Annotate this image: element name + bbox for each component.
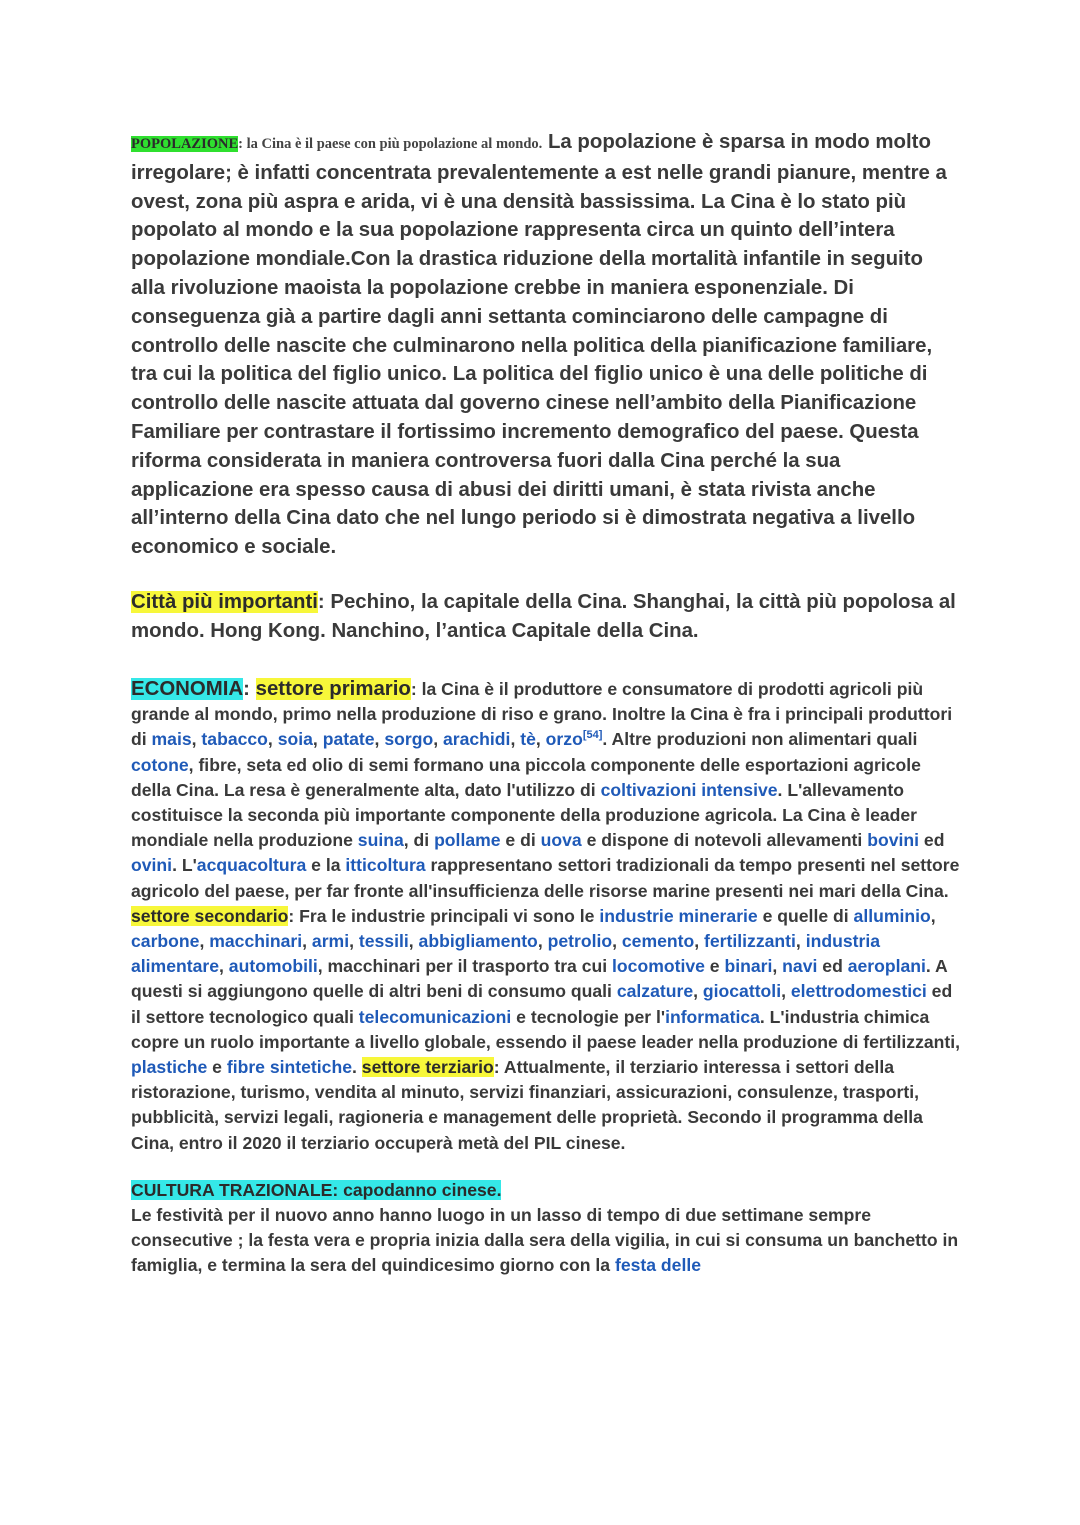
citta-heading: Città più importanti xyxy=(131,590,318,613)
text-run: . A questi si aggiungono quelle di altri beni di consumo quali xyxy=(131,956,948,1002)
inline-link[interactable]: sorgo xyxy=(384,729,434,750)
text-run: . xyxy=(352,1057,362,1077)
inline-link[interactable]: macchinari xyxy=(209,930,303,951)
text-run: , macchinari per il trasporto tra cui xyxy=(317,956,613,977)
text-run: , xyxy=(930,905,936,926)
citation-link[interactable]: [54] xyxy=(582,729,603,742)
text-run: . L' xyxy=(172,855,197,876)
text-run: e xyxy=(704,956,725,977)
inline-link[interactable]: patate xyxy=(322,729,375,750)
text-run: , xyxy=(772,956,783,977)
inline-link[interactable]: cemento xyxy=(621,930,695,951)
inline-link[interactable]: coltivazioni intensive xyxy=(600,779,778,800)
inline-link[interactable]: navi xyxy=(782,956,818,977)
text-run: , xyxy=(302,930,312,951)
inline-link[interactable]: cotone xyxy=(131,754,189,775)
text-run: , xyxy=(219,956,229,977)
text-run: , xyxy=(433,729,443,750)
settore-secondario-label: settore secondario xyxy=(131,905,289,926)
inline-link[interactable]: festa delle xyxy=(614,1255,702,1276)
citta-text: : Pechino, la capitale della Cina. Shanghai, la città più popolosa al mondo. Hong Kong. Nanchino, l’antica Capitale della Cina. xyxy=(131,590,956,642)
text-run: , fibre, seta ed olio di semi formano una piccola componente delle esportazioni agricole della Cina. La resa è generalmente alta, dato l'utilizzo di xyxy=(131,754,921,800)
text-run: , xyxy=(199,930,210,951)
inline-link[interactable]: bovini xyxy=(867,830,920,851)
text-run: Le festività per il nuovo anno hanno luogo in un lasso di tempo di due settimane sempre consecutive ; la festa vera e propria inizia dalla sera della vigilia, in cui si consuma un banchetto in famiglia, e termina la sera del quindicesimo giorno con la xyxy=(131,1205,959,1276)
settore-primario-text xyxy=(131,679,959,901)
inline-link[interactable]: carbone xyxy=(131,930,200,951)
popolazione-heading: POPOLAZIONE xyxy=(131,136,239,152)
inline-link[interactable]: informatica xyxy=(665,1006,760,1027)
inline-link[interactable]: industria alimentare xyxy=(131,930,880,977)
inline-link[interactable]: acquacoltura xyxy=(196,855,307,876)
text-run: ed xyxy=(919,830,945,851)
inline-link[interactable]: fertilizzanti xyxy=(704,930,796,951)
text-run: e tecnologie per l' xyxy=(511,1006,666,1027)
text-run: , xyxy=(693,981,703,1002)
inline-link[interactable]: abbigliamento xyxy=(418,930,538,951)
inline-link[interactable]: industrie minerarie xyxy=(599,905,758,926)
inline-link[interactable]: alluminio xyxy=(853,905,931,926)
text-run: e dispone di notevoli allevamenti xyxy=(581,830,868,851)
inline-link[interactable]: elettrodomestici xyxy=(790,981,927,1002)
text-run: , xyxy=(408,930,419,951)
inline-link[interactable]: tè xyxy=(520,729,536,750)
text-run: , xyxy=(612,930,622,951)
settore-terziario-label: settore terziario xyxy=(361,1057,494,1077)
citta-paragraph xyxy=(131,588,961,646)
text-run: e di xyxy=(500,830,541,851)
inline-link[interactable]: locomotive xyxy=(612,956,705,977)
text-run: , xyxy=(312,729,323,750)
inline-link[interactable]: pollame xyxy=(434,830,501,851)
text-run: : la Cina è il produttore e consumatore di prodotti agricoli più grande al mondo, primo nella produzione di riso e grano. Inoltre la Cina è fra i principali produttori di xyxy=(131,678,953,750)
text-run: , xyxy=(267,729,278,750)
text-run: . L'industria chimica copre un ruolo importante a livello globale, essendo il paese leader nella produzione di fertilizzanti, xyxy=(131,1006,961,1052)
popolazione-paragraph xyxy=(131,128,961,562)
inline-link[interactable]: mais xyxy=(151,729,192,750)
text-run: ed xyxy=(817,956,848,977)
text-run: , xyxy=(349,930,359,951)
inline-link[interactable]: binari xyxy=(724,956,773,977)
inline-link[interactable]: automobili xyxy=(228,956,318,977)
inline-link[interactable]: telecomunicazioni xyxy=(358,1006,512,1027)
text-run: , xyxy=(795,930,806,951)
inline-link[interactable]: arachidi xyxy=(442,729,511,750)
text-run: . L'allevamento costituisce la seconda più importante componente della produzione agricola. La Cina è leader mondiale nella produzione xyxy=(131,779,918,851)
economia-separator: : xyxy=(243,677,256,700)
inline-link[interactable]: tessili xyxy=(358,930,409,951)
text-run: e xyxy=(207,1057,227,1077)
inline-link[interactable]: armi xyxy=(311,930,350,951)
text-run: , xyxy=(374,729,385,750)
cultura-heading: CULTURA TRAZIONALE: capodanno cinese. xyxy=(131,1179,502,1200)
inline-link[interactable]: aeroplani xyxy=(847,956,926,977)
settore-terziario-text: : Attualmente, il terziario interessa i settori della ristorazione, turismo, vendita al minuto, servizi finanziari, assicurazioni, consulenze, trasporti, pubblicità, servizi legali, ragioneria e management delle proprietà. Secondo il programma della Cina, entro il 2020 il terziario occuperà metà del PIL cinese. xyxy=(131,1057,923,1153)
inline-link[interactable]: orzo xyxy=(545,729,583,750)
text-run: . Altre produzioni non alimentari quali xyxy=(602,729,918,750)
text-run: , xyxy=(191,729,202,750)
settore-primario-label: settore primario xyxy=(255,677,411,700)
inline-link[interactable]: soia xyxy=(277,729,313,750)
popolazione-intro: : la Cina è il paese con più popolazione al mondo. xyxy=(238,136,543,152)
cultura-paragraph xyxy=(131,1178,961,1279)
inline-link[interactable]: uova xyxy=(540,830,582,851)
text-run: e quelle di xyxy=(757,905,854,926)
text-run: , xyxy=(535,729,546,750)
text-run: e la xyxy=(306,855,346,876)
cultura-text xyxy=(131,1205,958,1275)
inline-link[interactable]: calzature xyxy=(616,981,694,1002)
text-run: , di xyxy=(403,830,435,851)
inline-link[interactable]: ovini xyxy=(131,855,173,876)
inline-link[interactable]: itticoltura xyxy=(345,855,426,876)
document-page xyxy=(131,128,961,1279)
popolazione-text: La popolazione è sparsa in modo molto irregolare; è infatti concentrata prevalentemente a est nelle grandi pianure, mentre a ovest, zona più aspra e arida, vi è una densità bassissima. La Cina è lo stato più popolato al mondo e la sua popolazione rappresenta circa un quinto dell’intera popolazione mondiale.Con la drastica riduzione della mortalità infantile in seguito alla rivoluzione maoista la popolazione crebbe in maniera esponenziale. Di conseguenza già a partire dagli anni settanta cominciarono delle campagne di controllo delle nascite che culminarono nella politica della pianificazione familiare, tra cui la politica del figlio unico. La politica del figlio unico è una delle politiche di controllo delle nascite attuata dal governo cinese nell’ambito della Pianificazione Familiare per contrastare il fortissimo incremento demografico del paese. Questa riforma considerata in maniera controversa fuori dalla Cina perché la sua applicazione era spesso causa di abusi dei diritti umani, è stata rivista anche all’interno della Cina dato che nel lungo periodo si è dimostrata negativa a livello economico e sociale. xyxy=(131,131,947,559)
text-run: , xyxy=(510,729,521,750)
inline-link[interactable]: petrolio xyxy=(547,930,613,951)
settore-secondario-text xyxy=(131,906,960,1077)
text-run: , xyxy=(781,981,791,1002)
text-run: , xyxy=(537,930,548,951)
inline-link[interactable]: suina xyxy=(357,830,404,851)
text-run: , xyxy=(694,930,705,951)
text-run: ed il settore tecnologico quali xyxy=(131,981,953,1027)
inline-link[interactable]: plastiche xyxy=(131,1057,208,1077)
text-run: : Fra le industrie principali vi sono le xyxy=(288,905,600,926)
inline-link[interactable]: tabacco xyxy=(201,729,268,750)
inline-link[interactable]: fibre sintetiche xyxy=(226,1057,352,1077)
text-run: rappresentano settori tradizionali da tempo presenti nel settore agricolo del paese, per far fronte all'insufficienza delle risorse marine presenti nei mari della Cina. xyxy=(131,855,960,901)
economia-paragraph xyxy=(131,677,961,1156)
economia-heading: ECONOMIA xyxy=(131,677,244,700)
inline-link[interactable]: giocattoli xyxy=(702,981,782,1002)
